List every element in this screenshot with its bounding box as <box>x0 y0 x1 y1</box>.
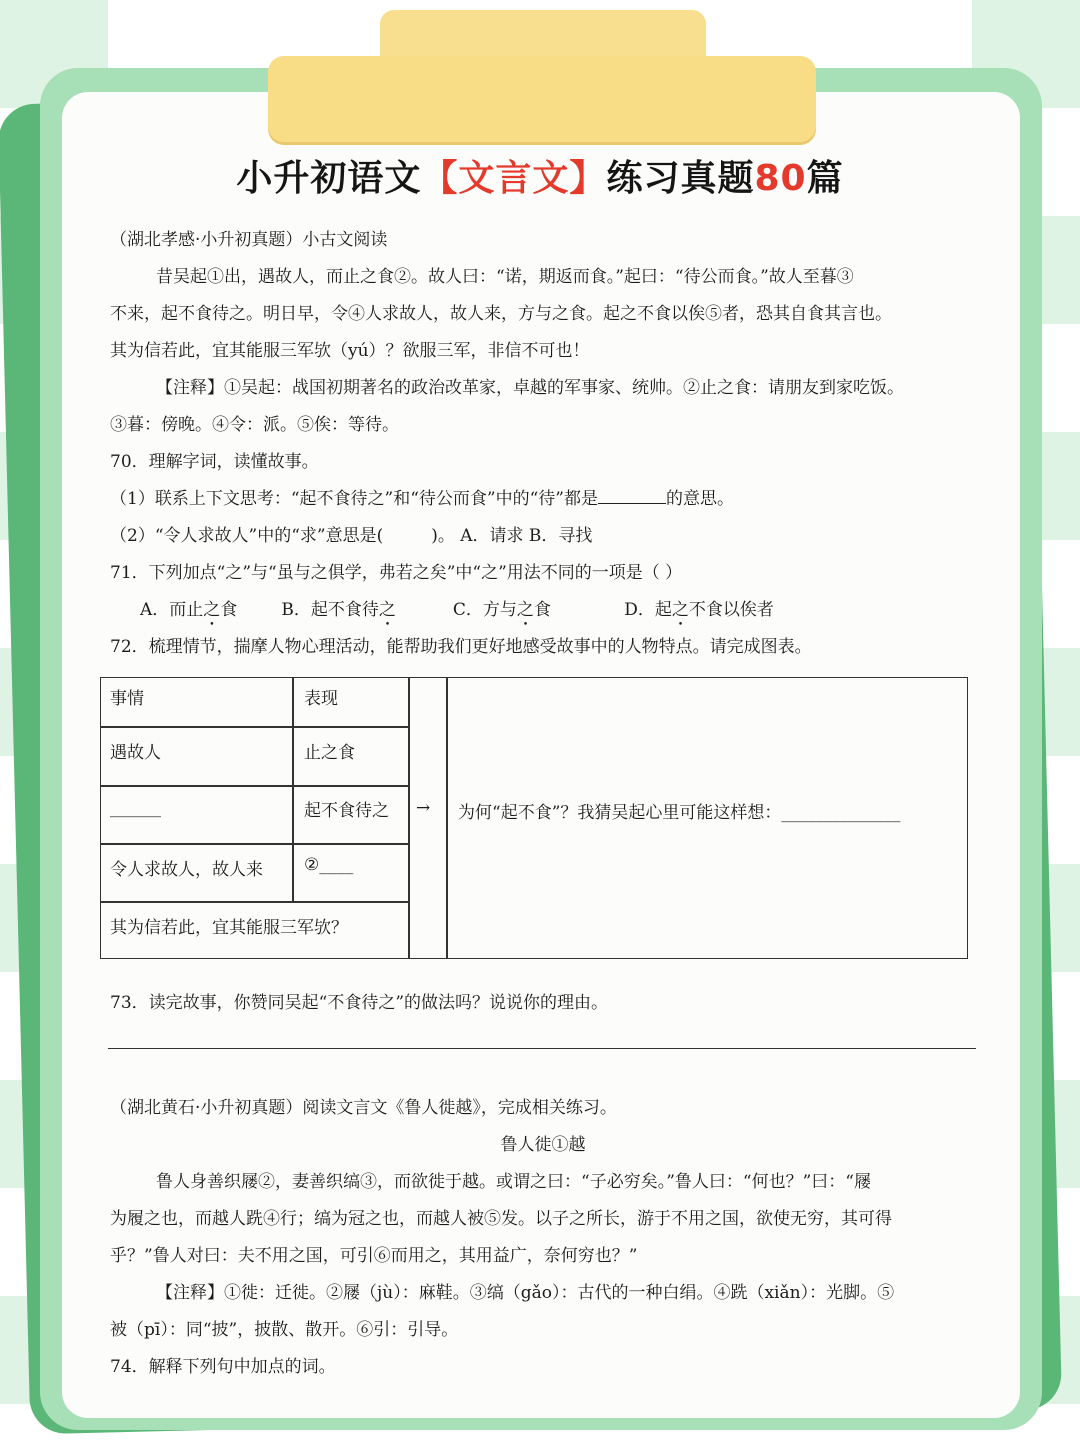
question-71: 71．下列加点“之”与“虽与之俱学，弗若之矣”中“之”用法不同的一项是（ ） <box>110 563 683 583</box>
answer-line[interactable] <box>108 1048 976 1049</box>
passage-1-notes: ③暮：傍晚。④令：派。⑤俟：等待。 <box>110 415 399 435</box>
passage-2-section <box>110 1090 976 1386</box>
question-74: 74．解释下列句中加点的词。 <box>110 1357 336 1377</box>
table-cell: 令人求故人，故人来 <box>110 860 263 880</box>
passage-2-line: 为履之也，而越人跣④行；缟为冠之也，而越人被⑤发。以子之所长，游于不用之国，欲使无穷，其可得 <box>110 1209 892 1229</box>
table-divider <box>100 726 408 728</box>
passage-1-line: 昔吴起①出，遇故人，而止之食②。故人曰：“诺，期返而食。”起曰：“待公而食。”故人至暮③ <box>156 267 854 287</box>
passage-2-source: （湖北黄石·小升初真题）阅读文言文《鲁人徙越》，完成相关练习。 <box>110 1098 617 1118</box>
option-b[interactable]: B．起不食待之 <box>281 600 396 620</box>
title-highlight: 【文言文】 <box>421 158 607 199</box>
table-cell: 其为信若此，宜其能服三军欤？ <box>110 918 348 938</box>
passage-1-line: 其为信若此，宜其能服三军欤（yú）？欲服三军，非信不可也！ <box>110 341 590 361</box>
table-divider <box>292 677 294 901</box>
question-73: 73．读完故事，你赞同吴起“不食待之”的做法吗？说说你的理由。 <box>110 993 609 1013</box>
question-72: 72．梳理情节，揣摩人物心理活动，能帮助我们更好地感受故事中的人物特点。请完成图表。 <box>110 637 812 657</box>
question-71-options <box>110 592 976 629</box>
question-70: 70．理解字词，读懂故事。 <box>110 452 319 472</box>
passage-1-section <box>110 222 976 666</box>
passage-2-heading: 鲁人徙①越 <box>500 1135 586 1155</box>
table-header-event: 事情 <box>110 689 144 709</box>
question-70-1: （1）联系上下文思考：“起不食待之”和“待公而食”中的“待”都是 的意思。 <box>110 481 976 518</box>
passage-2-notes: 【注释】①徙：迁徙。②屦（jù）：麻鞋。③缟（gǎo）：古代的一种白绢。④跣（xiǎn）：光脚。⑤ <box>156 1283 895 1303</box>
passage-2-line: 鲁人身善织屦②，妻善织缟③，而欲徙于越。或谓之曰：“子必穷矣。”鲁人曰：“何也？”曰：“屦 <box>156 1172 871 1192</box>
table-blank-cell[interactable]: ②____ <box>304 855 354 875</box>
option-c[interactable]: C．方与之食 <box>452 600 551 620</box>
page-title: 小升初语文【文言文】练习真题80篇 <box>236 158 844 199</box>
folder-tab-front <box>268 56 816 142</box>
table-right-prompt[interactable]: 为何“起不食”？我猜吴起心里可能这样想：______________ <box>458 803 901 823</box>
table-divider <box>100 843 408 845</box>
passage-2-line: 乎？”鲁人对曰：夫不用之国，可引⑥而用之，其用益广，奈何穷也？” <box>110 1246 638 1266</box>
passage-1-notes: 【注释】①吴起：战国初期著名的政治改革家，卓越的军事家、统帅。②止之食：请朋友到家吃饭。 <box>156 378 904 398</box>
table-cell: 遇故人 <box>110 743 161 763</box>
table-blank-cell[interactable]: ______ <box>110 798 161 818</box>
table-cell: 止之食 <box>304 743 355 763</box>
arrow-icon: → <box>416 798 431 818</box>
table-header-show: 表现 <box>304 689 338 709</box>
table-divider <box>100 785 408 787</box>
option-d[interactable]: D．起之不食以俟者 <box>624 600 774 620</box>
table-divider <box>446 677 448 959</box>
passage-1-source: （湖北孝感·小升初真题）小古文阅读 <box>110 230 388 250</box>
table-divider <box>100 901 408 903</box>
title-number: 80 <box>754 158 807 199</box>
table-cell: 起不食待之 <box>304 801 389 821</box>
passage-2-notes: 被（pī）：同“披”，披散、散开。⑥引：引导。 <box>110 1320 459 1340</box>
table-divider <box>408 677 410 959</box>
answer-blank[interactable] <box>598 483 666 504</box>
question-70-2: （2）“令人求故人”中的“求”意思是( )。 A．请求 B．寻找 <box>110 526 593 546</box>
option-a[interactable]: A．而止之食 <box>140 600 238 620</box>
passage-1-line: 不来，起不食待之。明日早，令④人求故人，故人来，方与之食。起之不食以俟⑤者，恐其自食其言也。 <box>110 304 892 324</box>
